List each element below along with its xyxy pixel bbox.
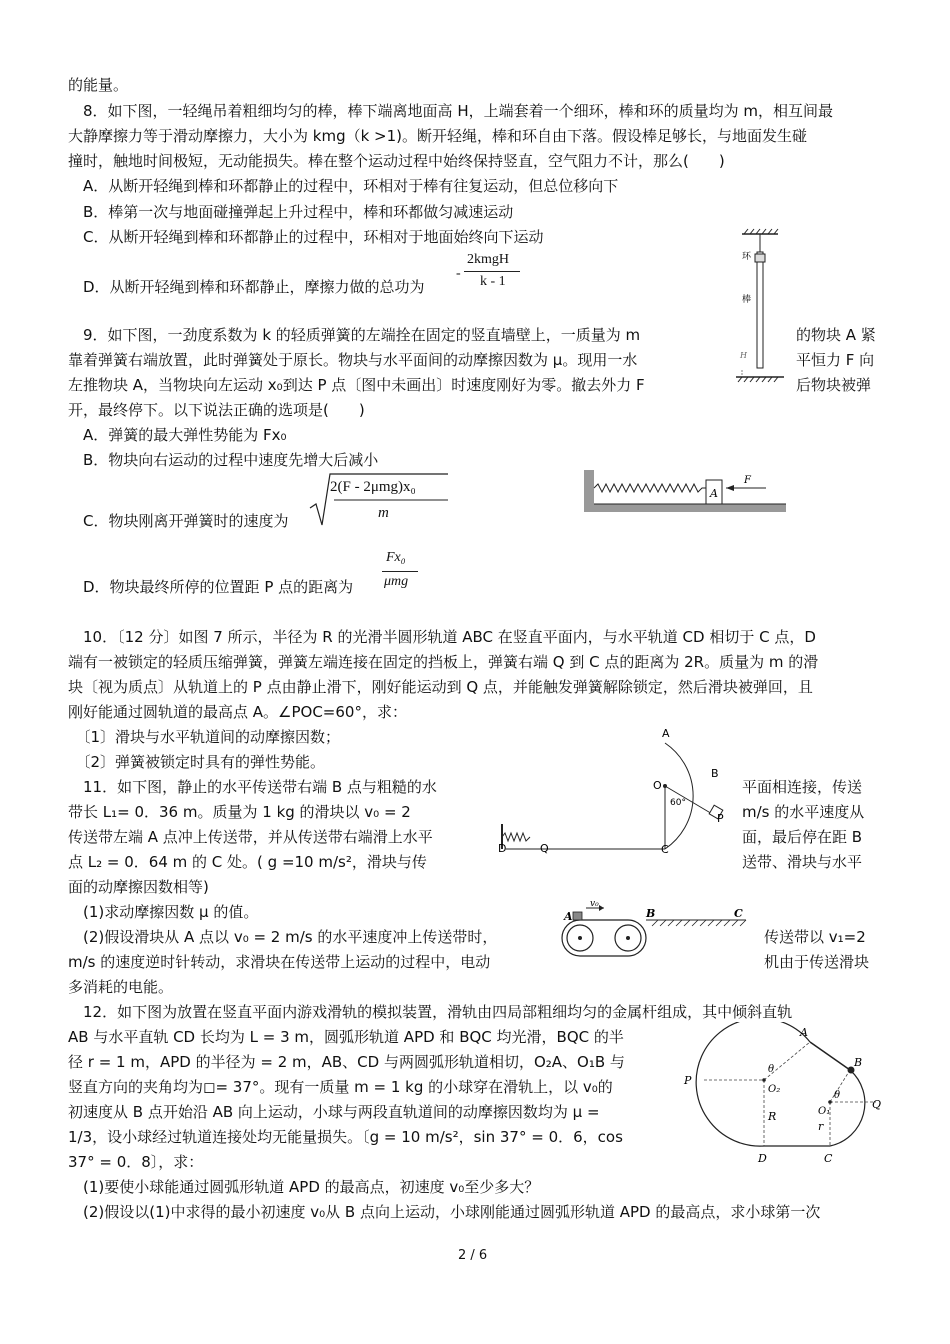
text-line: 开，最终停下。以下说法正确的选项是( ) bbox=[68, 401, 365, 419]
text-line: AB 与水平直轨 CD 长均为 L = 3 m，圆弧形轨道 APD 和 BQC 均光滑，BQC 的半 bbox=[68, 1028, 624, 1046]
text-line: 撞时，触地时间极短，无动能损失。棒在整个运动过程中始终保持竖直，空气阻力不计，那么( ) bbox=[68, 152, 725, 170]
point-b-label: B bbox=[711, 767, 719, 780]
spring-block-figure bbox=[582, 468, 792, 518]
text-line: 初速度从 B 点开始沿 AB 向上运动，小球与两段直轨道间的动摩擦因数均为 μ = bbox=[68, 1103, 600, 1121]
radius-r-big-label: R bbox=[768, 1110, 777, 1123]
text-line: m/s 的速度逆时针转动，求滑块在传送带上运动的过程中，电动 bbox=[68, 953, 491, 971]
point-q-label: Q bbox=[872, 1098, 882, 1111]
conveyor-figure bbox=[556, 896, 756, 964]
text-line: 12．如下图为放置在竖直平面内游戏滑轨的模拟装置，滑轨由四局部粗细均匀的金属杆组成，其中倾斜直轨 bbox=[68, 1003, 793, 1021]
point-c-label: C bbox=[661, 843, 669, 856]
text-line: 左推物块 A，当物块向左运动 x₀到达 P 点〔图中未画出〕时速度刚好为零。撤去外力 F bbox=[68, 376, 645, 394]
text-line: (1)求动摩擦因数 μ 的值。 bbox=[68, 903, 259, 921]
text-line: 后物块被弹 bbox=[796, 376, 872, 394]
text-line: (1)要使小球能通过圆弧形轨道 APD 的最高点，初速度 v₀至少多大？ bbox=[68, 1178, 540, 1196]
point-c-label: C bbox=[824, 1152, 833, 1165]
text-line: 靠着弹簧右端放置，此时弹簧处于原长。物块与水平面间的动摩擦因数为 μ。现用一水 bbox=[68, 351, 638, 369]
game-track-figure bbox=[680, 1022, 890, 1174]
text-line: 37° = 0．8〕，求： bbox=[68, 1153, 204, 1171]
text-line: 块〔视为质点〕从轨道上的 P 点由静止滑下，刚好能运动到 Q 点，并能触发弹簧解除锁定，然后滑块被弹回，且 bbox=[68, 678, 813, 696]
point-c-label: C bbox=[734, 907, 743, 920]
point-a-label: A bbox=[800, 1026, 808, 1039]
ring-label: 环 bbox=[742, 252, 752, 262]
point-d-label: D bbox=[758, 1152, 767, 1165]
point-q-label: Q bbox=[540, 842, 549, 855]
semicircle-track-figure bbox=[490, 722, 750, 862]
formula-denominator: μmg bbox=[384, 574, 409, 589]
point-d-label: D bbox=[498, 842, 507, 855]
text-line: 带长 L₁= 0．36 m。质量为 1 kg 的滑块以 v₀ = 2 bbox=[68, 803, 411, 821]
option-line: C．物块刚离开弹簧时的速度为 bbox=[68, 512, 289, 530]
point-o-label: O bbox=[653, 779, 662, 792]
text-line: 面的动摩擦因数相等) bbox=[68, 878, 209, 896]
radius-r-small-label: r bbox=[818, 1120, 824, 1133]
height-label: H bbox=[740, 351, 747, 360]
rod-ring-figure bbox=[730, 226, 790, 386]
text-line: 送带、滑块与水平 bbox=[742, 853, 863, 871]
text-line: 端有一被锁定的轻质压缩弹簧，弹簧左端连接在固定的挡板上，弹簧右端 Q 到 C 点的距离为 2R。质量为 m 的滑 bbox=[68, 653, 819, 671]
text-line: 〔2〕弹簧被锁定时具有的弹性势能。 bbox=[68, 753, 326, 771]
o1-label: O₁ bbox=[818, 1106, 831, 1117]
force-label: F bbox=[744, 475, 751, 486]
option-line: B．棒第一次与地面碰撞弹起上升过程中，棒和环都做匀减速运动 bbox=[68, 203, 514, 221]
option-line: B．物块向右运动的过程中速度先增大后减小 bbox=[68, 451, 379, 469]
text-line: 传送带左端 A 点冲上传送带，并从传送带右端滑上水平 bbox=[68, 828, 433, 846]
text-line: (2)假设以(1)中求得的最小初速度 v₀从 B 点向上运动，小球刚能通过圆弧形轨道 APD 的最高点，求小球第一次 bbox=[68, 1203, 821, 1221]
text-line: 点 L₂ = 0．64 m 的 C 处。( g =10 m/s²，滑块与传 bbox=[68, 853, 427, 871]
point-b-label: B bbox=[646, 907, 656, 920]
text-line: 8．如下图，一轻绳吊着粗细均匀的棒，棒下端离地面高 H，上端套着一个细环，棒和环的质量均为 m，相互间最 bbox=[68, 102, 833, 120]
text-line: 多消耗的电能。 bbox=[68, 978, 174, 996]
text-line: 9．如下图，一劲度系数为 k 的轻质弹簧的左端拴在固定的竖直墙壁上，一质量为 m bbox=[68, 326, 641, 344]
formula-numerator: 2(F - 2μmg)x₀ bbox=[330, 479, 416, 495]
formula-denominator: m bbox=[378, 505, 389, 521]
text-line: 〔1〕滑块与水平轨道间的动摩擦因数； bbox=[68, 728, 341, 746]
rod-label: 棒 bbox=[742, 295, 752, 305]
option-line: A．弹簧的最大弹性势能为 Fx₀ bbox=[68, 426, 287, 444]
point-a-label: A bbox=[662, 727, 670, 740]
text-line: 的能量。 bbox=[68, 76, 129, 94]
text-line: 机由于传送滑块 bbox=[764, 953, 870, 971]
angle-label: 60° bbox=[670, 798, 686, 808]
text-line: 的物块 A 紧 bbox=[796, 326, 876, 344]
v0-label: v₀ bbox=[590, 899, 599, 909]
text-line: 竖直方向的夹角均为◻= 37°。现有一质量 m = 1 kg 的小球穿在滑轨上，以 v₀的 bbox=[68, 1078, 613, 1096]
text-line: 面，最后停在距 B bbox=[742, 828, 863, 846]
text-line: 平面相连接，传送 bbox=[742, 778, 863, 796]
text-line: 刚好能通过圆轨道的最高点 A。∠POC=60°，求： bbox=[68, 703, 407, 721]
formula-sign: - bbox=[456, 266, 461, 281]
option-line: A．从断开轻绳到棒和环都静止的过程中，环相对于棒有往复运动，但总位移向下 bbox=[68, 177, 619, 195]
text-line: 10．〔12 分〕如图 7 所示，半径为 R 的光滑半圆形轨道 ABC 在竖直平面内，与水平轨道 CD 相切于 C 点，D bbox=[68, 628, 816, 646]
text-line: 径 r = 1 m，APD 的半径为 = 2 m，AB、CD 与两圆弧形轨道相切，O₂A、O₁B 与 bbox=[68, 1053, 625, 1071]
text-line: (2)假设滑块从 A 点以 v₀ = 2 m/s 的水平速度冲上传送带时， bbox=[68, 928, 498, 946]
o2-label: O₂ bbox=[768, 1084, 781, 1095]
text-line: 大静摩擦力等于滑动摩擦力，大小为 kmg（k >1)。断开轻绳，棒和环自由下落。假设棒足够长，与地面发生碰 bbox=[68, 127, 808, 145]
page-number: 2 / 6 bbox=[458, 1248, 488, 1263]
theta2-label: θ bbox=[834, 1090, 841, 1101]
option-line: D．从断开轻绳到棒和环都静止，摩擦力做的总功为 bbox=[68, 278, 425, 296]
text-line: 11．如下图，静止的水平传送带右端 B 点与粗糙的水 bbox=[68, 778, 437, 796]
text-line: 传送带以 v₁=2 bbox=[764, 928, 866, 946]
option-line: C．从断开轻绳到棒和环都静止的过程中，环相对于地面始终向下运动 bbox=[68, 228, 544, 246]
formula-numerator: 2kmgH bbox=[467, 252, 509, 267]
block-a-label: A bbox=[710, 487, 718, 500]
point-p-label: P bbox=[684, 1074, 692, 1087]
formula-numerator: Fx₀ bbox=[386, 550, 406, 565]
text-line: 1/3，设小球经过轨道连接处均无能量损失。〔g = 10 m/s²，sin 37° = 0．6，cos bbox=[68, 1128, 623, 1146]
point-b-label: B bbox=[854, 1056, 863, 1069]
option-line: D．物块最终所停的位置距 P 点的距离为 bbox=[68, 578, 354, 596]
point-p-label: P bbox=[717, 812, 724, 825]
text-line: 平恒力 F 向 bbox=[796, 351, 875, 369]
text-line: m/s 的水平速度从 bbox=[742, 803, 865, 821]
formula-denominator: k - 1 bbox=[480, 274, 506, 289]
theta1-label: θ bbox=[768, 1064, 775, 1075]
point-a-label: A bbox=[564, 910, 573, 923]
